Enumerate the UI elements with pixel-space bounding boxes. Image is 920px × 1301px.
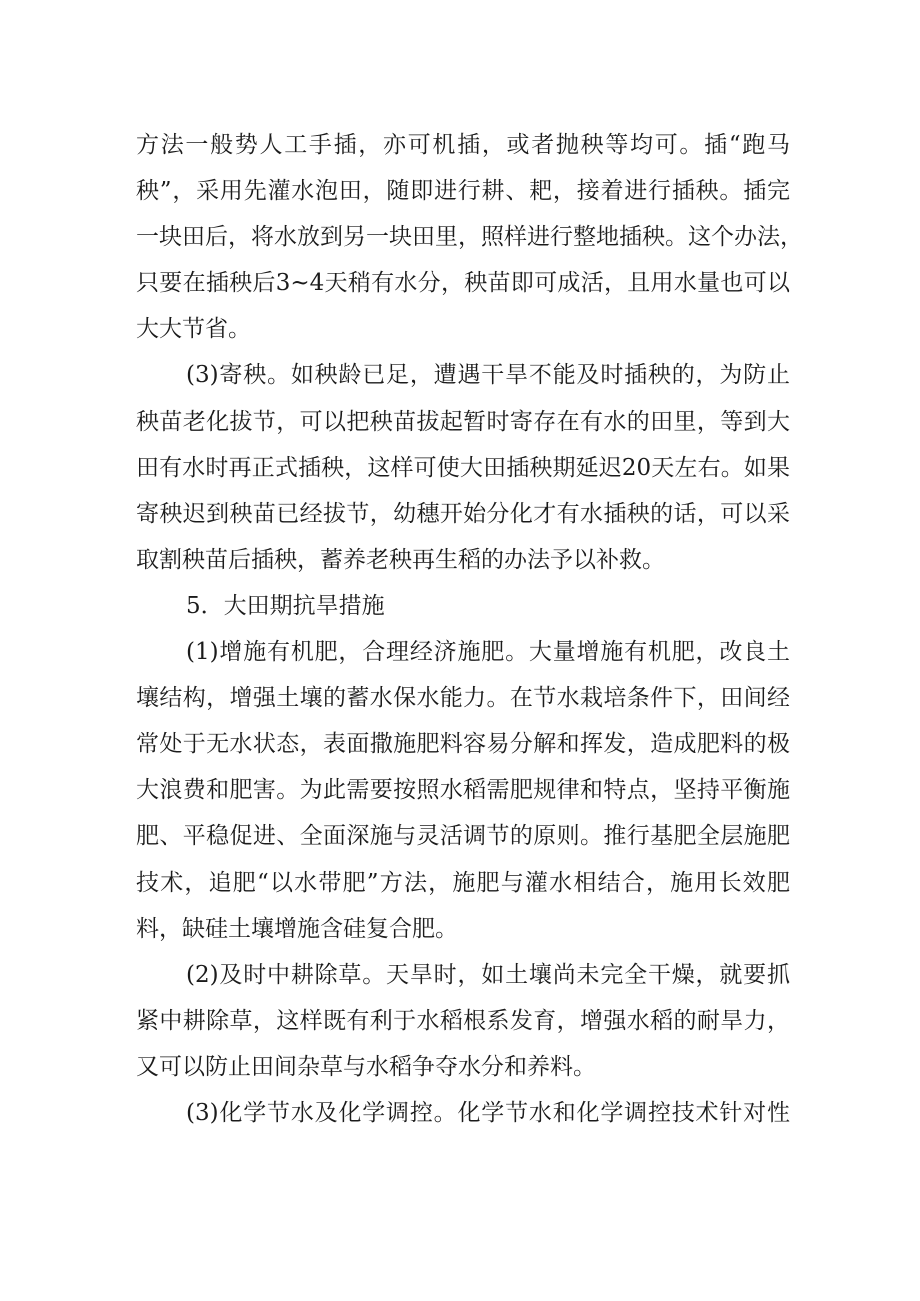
paragraph-line: 肥、平稳促进、全面深施与灵活调节的原则。推行基肥全层施肥: [136, 823, 790, 850]
document-body: [136, 122, 803, 1136]
paragraph-line: 壤结构，增强土壤的蓄水保水能力。在节水栽培条件下，田间经: [136, 685, 790, 712]
paragraph-line: (3)寄秧。如秧龄已足，遭遇干旱不能及时插秧的，为防止: [186, 362, 790, 389]
paragraph-line: (3)化学节水及化学调控。化学节水和化学调控技术针对性: [186, 1099, 790, 1126]
paragraph-line: 取割秧苗后插秧，蓄养老秧再生稻的办法予以补救。: [136, 546, 665, 573]
paragraph-line: 一块田后，将水放到另一块田里，照样进行整地插秧。这个办法，: [136, 224, 803, 251]
paragraph-line: 秧”，采用先灌水泡田，随即进行耕、耙，接着进行插秧。插完: [136, 178, 790, 205]
paragraph-line: 只要在插秧后3~4天稍有水分，秧苗即可成活，且用水量也可以: [136, 270, 790, 297]
paragraph-line: 常处于无水状态，表面撒施肥料容易分解和挥发，造成肥料的极: [136, 731, 790, 758]
paragraph-line: 秧苗老化拔节，可以把秧苗拔起暂时寄存在有水的田里，等到大: [136, 408, 790, 435]
paragraph-line: 又可以防止田间杂草与水稻争夺水分和养料。: [136, 1053, 596, 1080]
section-heading: 5．大田期抗旱措施: [186, 592, 385, 619]
paragraph-line: 方法一般势人工手插，亦可机插，或者抛秧等均可。插“跑马: [136, 132, 790, 158]
paragraph-line: (2)及时中耕除草。天旱时，如土壤尚未完全干燥，就要抓: [186, 961, 790, 988]
paragraph-line: 寄秧迟到秧苗已经拔节，幼穗开始分化才有水插秧的话，可以采: [136, 500, 790, 527]
paragraph-line: 技术，追肥“以水带肥”方法，施肥与灌水相结合，施用长效肥: [136, 869, 790, 896]
paragraph-line: 大浪费和肥害。为此需要按照水稻需肥规律和特点，坚持平衡施: [136, 777, 790, 804]
paragraph-line: 田有水时再正式插秧，这样可使大田插秧期延迟20天左右。如果: [136, 454, 790, 481]
paragraph-line: 料，缺硅土壤增施含硅复合肥。: [136, 915, 458, 942]
paragraph-line: 紧中耕除草，这样既有利于水稻根系发育，增强水稻的耐旱力，: [136, 1007, 790, 1034]
paragraph-line: (1)增施有机肥，合理经济施肥。大量增施有机肥，改良土: [186, 639, 790, 666]
paragraph-line: 大大节省。: [136, 316, 251, 343]
